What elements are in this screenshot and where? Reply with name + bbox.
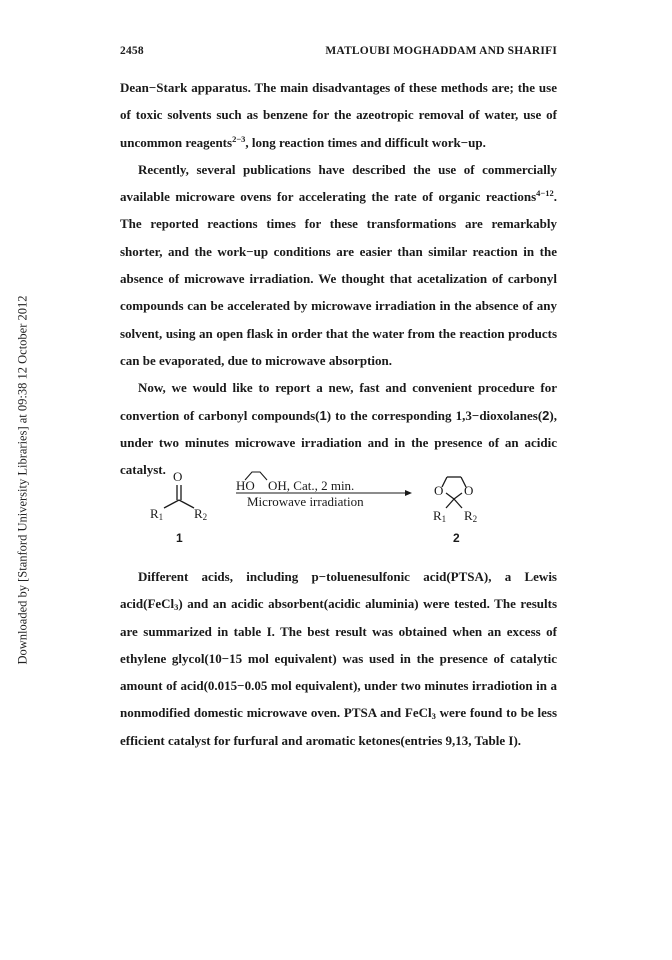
- product-oxygen-right-label: O: [464, 483, 474, 498]
- reactant-r1-label: [150, 507, 163, 522]
- body-text-bottom: [120, 563, 557, 754]
- dioxolane-structure: [442, 477, 466, 508]
- paragraph-4-text-b: ) and an acidic absorbent(acidic aluminia) were tested. The results are summarized in table I. The best result was obtained when an excess of ethylene glycol(10−15 mol equivalent) was used in the presence of catalytic amount of acid(0.015−0.05 mol equivalent), under two minutes irradiotion in a nonmodified domestic microwave oven. PTSA and FeCl: [120, 596, 557, 721]
- paragraph-1-tail: , long reaction times and difficult work−up.: [245, 134, 486, 150]
- download-watermark: [8, 180, 38, 780]
- reactant-r2-label: [194, 507, 207, 522]
- paragraph-4: [120, 563, 557, 754]
- download-note-text: Downloaded by [Stanford University Libraries] at 09:38 12 October 2012: [15, 295, 30, 665]
- product-oxygen-left-label: O: [434, 483, 444, 498]
- paragraph-1: [120, 74, 557, 156]
- compound-number-1: 1: [176, 531, 183, 545]
- paragraph-1-text: Dean−Stark apparatus. The main disadvantages of these methods are; the use of toxic solvents such as benzene for the azeotropic removal of water, use of uncommon reagents: [120, 80, 557, 150]
- reaction-condition-label: Microwave irradiation: [247, 494, 364, 509]
- fecl3-subscript: 3: [431, 711, 436, 722]
- r1-letter: R: [150, 506, 159, 521]
- product-r1-subscript: 1: [441, 514, 447, 524]
- compound-ref-1: 1: [319, 407, 327, 423]
- r1-subscript: 1: [158, 512, 164, 522]
- ketone-structure: [164, 485, 194, 508]
- product-r1-label: [433, 509, 446, 524]
- reaction-scheme: [150, 463, 530, 553]
- r2-letter: R: [194, 506, 203, 521]
- product-r2-letter: R: [464, 508, 473, 523]
- reagent-ho-label: HO: [236, 478, 255, 493]
- citation-superscript: 4−12: [536, 188, 554, 199]
- paragraph-2: [120, 156, 557, 374]
- product-r2-subscript: 2: [472, 514, 478, 524]
- product-r1-letter: R: [433, 508, 442, 523]
- fecl3-subscript: 3: [174, 602, 179, 613]
- paragraph-4-text-a: Different acids, including p−toluenesulfonic acid(PTSA), a Lewis acid(FeCl: [120, 569, 557, 612]
- paragraph-3-text-a: Now, we would like to report a new, fast and convenient procedure for convertion of carbonyl compounds(: [120, 380, 557, 423]
- product-r2-label: [464, 509, 477, 524]
- paragraph-3-text-b: ) to the corresponding 1,3−dioxolanes(: [326, 407, 543, 423]
- running-authors: MATLOUBI MOGHADDAM AND SHARIFI: [325, 45, 557, 57]
- reactant-oxygen-label: O: [173, 469, 183, 484]
- compound-ref-2: 2: [542, 407, 550, 423]
- page-number: 2458: [120, 45, 144, 57]
- compound-number-2: 2: [453, 531, 460, 545]
- body-text-top: [120, 74, 557, 483]
- citation-superscript: 2−3: [232, 133, 246, 144]
- paragraph-4-text-c: were found to be less efficient catalyst for furfural and aromatic ketones(entries 9,13, Table I).: [120, 705, 557, 748]
- r2-subscript: 2: [202, 512, 208, 522]
- reagent-conditions-label: OH, Cat., 2 min.: [268, 478, 355, 493]
- paragraph-2-text: Recently, several publications have described the use of commercially available microware ovens for accelerating the rate of organic reactions: [120, 161, 557, 205]
- paragraph-3-text-c: ), under two minutes microwave irradiation and in the presence of an acidic catalyst.: [120, 407, 557, 478]
- paragraph-2-tail: . The reported reactions times for these transformations are remarkably shorter, and the work−up conditions are easier than similar reaction in the absence of microwave irradiation. We thought that acetalization of carbonyl compounds can be accelerated by microwave irradiation in the absence of any solvent, using an open flask in order that the water from the reaction products can be evaporated, due to microwave absorption.: [120, 189, 557, 368]
